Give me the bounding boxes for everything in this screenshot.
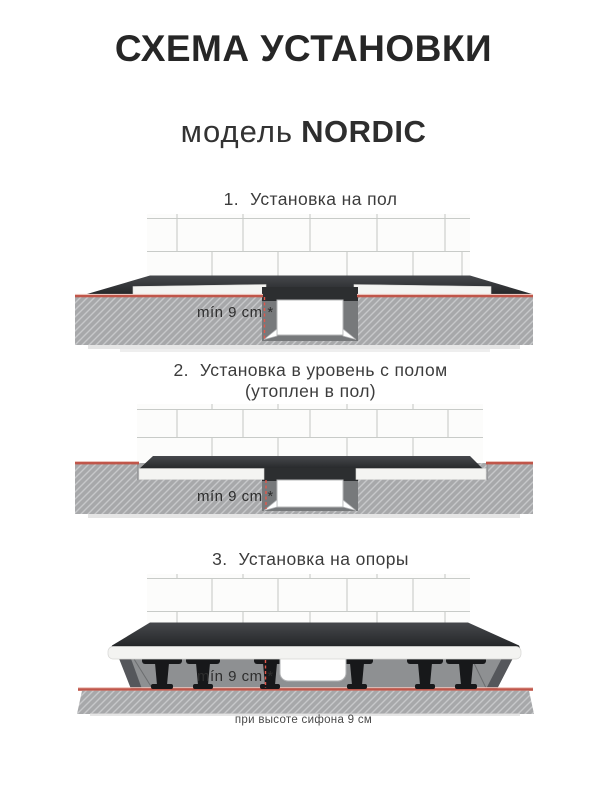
section-1-title: Установка на пол — [250, 189, 398, 209]
tray-white-rim — [108, 647, 521, 660]
siphon-space — [264, 300, 356, 340]
section-2-title: Установка в уровень с полом — [199, 360, 448, 380]
diagram-installation-on-floor — [0, 213, 607, 355]
section-2-number: 2. — [173, 360, 189, 380]
shower-tray — [112, 623, 519, 646]
diagram-flush-with-floor — [0, 404, 607, 522]
section-3-title: Установка на опоры — [238, 549, 409, 569]
tile-wall — [137, 404, 483, 461]
model-label: модель — [180, 114, 294, 149]
min-depth-label: mín 9 cm * — [197, 668, 274, 685]
siphon-height-footnote: при высоте сифона 9 см — [234, 714, 373, 726]
section-2-heading — [0, 360, 607, 402]
model-line — [0, 114, 607, 150]
page-title: СХЕМА УСТАНОВКИ — [114, 28, 493, 69]
shower-tray — [139, 456, 483, 469]
siphon-space — [264, 480, 356, 511]
concrete-floor — [77, 691, 534, 716]
tray-underside — [262, 468, 358, 481]
tray-underside — [262, 287, 358, 301]
tile-wall — [147, 214, 470, 278]
section-1-number: 1. — [223, 189, 240, 209]
section-3-number: 3. — [212, 549, 228, 569]
section-3-heading — [0, 549, 607, 570]
min-depth-label: mín 9 cm * — [197, 488, 274, 505]
min-depth-label: mín 9 cm * — [197, 304, 274, 321]
section-2-subtitle: (утоплен в пол) — [244, 381, 377, 401]
section-1-heading — [0, 189, 607, 210]
diagram-on-supports — [0, 574, 607, 716]
model-name: NORDIC — [301, 114, 427, 149]
